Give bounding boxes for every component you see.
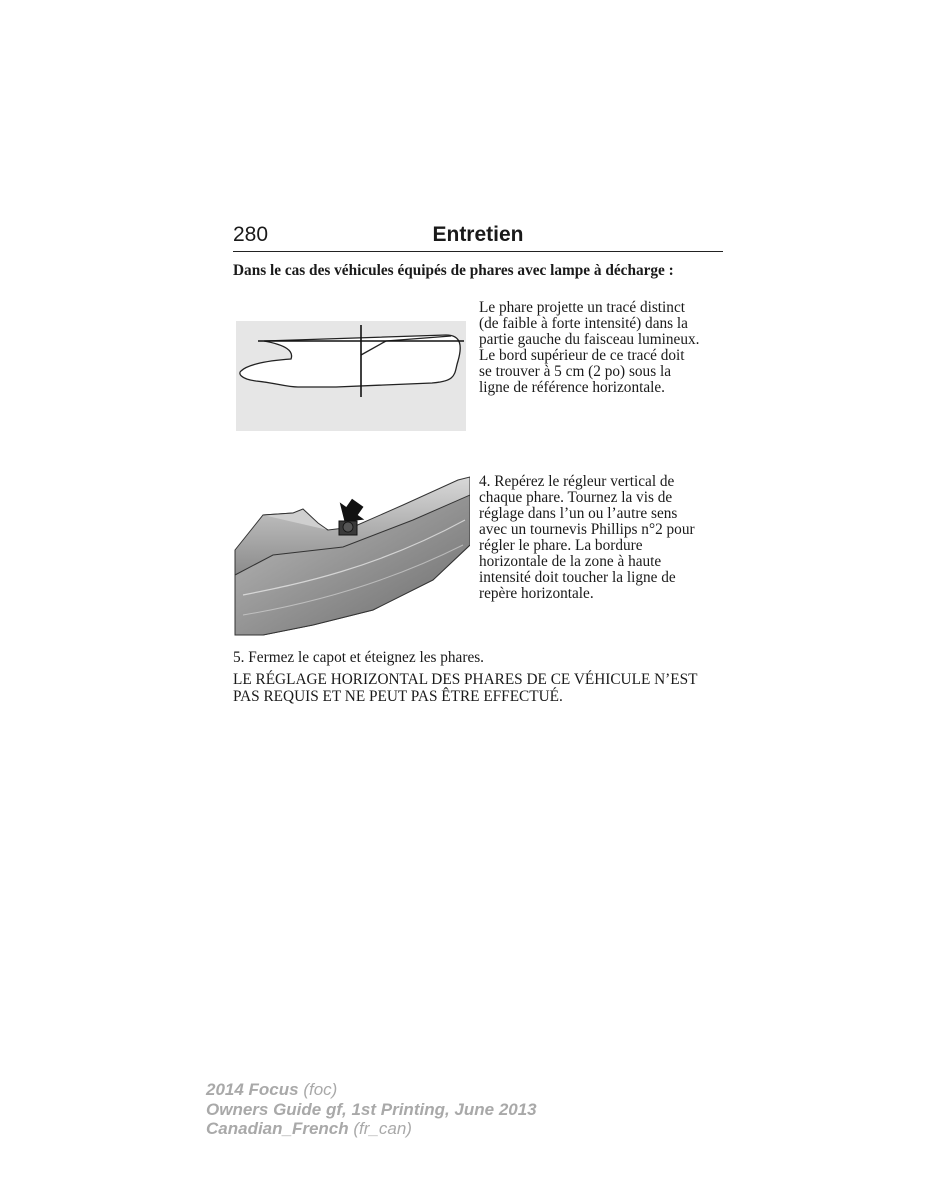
footer-model: 2014 Focus [206,1080,299,1099]
step-5: 5. Fermez le capot et éteignez les phares. [233,649,485,666]
footer-model-code: (foc) [298,1080,338,1099]
text-line: partie gauche du faisceau lumineux. [479,331,700,348]
adjuster-screw-head [343,522,353,532]
section-heading: Dans le cas des véhicules équipés de phares avec lampe à décharge : [233,262,674,279]
section-title: Entretien [432,223,524,246]
text-line: 4. Repérez le régleur vertical de [479,473,675,490]
page-footer [206,1080,537,1139]
footer-language-code: (fr_can) [348,1119,412,1138]
text-line: ligne de référence horizontale. [479,379,666,396]
text-line: repère horizontale. [479,585,594,602]
text-line: avec un tournevis Phillips n°2 pour [479,521,695,538]
notice [233,672,723,705]
text-line: horizontale de la zone à haute [479,553,662,570]
text-line: Le phare projette un tracé distinct [479,299,685,316]
page-header [233,222,723,252]
text-line: chaque phare. Tournez la vis de [479,489,673,506]
text-line: Le bord supérieur de ce tracé doit [479,347,685,364]
text-line: se trouver à 5 cm (2 po) sous la [479,363,672,380]
beam-outline [240,335,460,387]
footer-line-3 [206,1119,537,1139]
footer-language: Canadian_French [206,1119,349,1138]
beam-pattern-figure [236,321,466,431]
text-line: LE RÉGLAGE HORIZONTAL DES PHARES DE CE VÉHICULE N’EST [233,671,698,688]
footer-line-2: Owners Guide gf, 1st Printing, June 2013 [206,1099,537,1119]
text-line: (de faible à forte intensité) dans la [479,315,688,332]
step-4 [479,474,729,602]
text-line: régler le phare. La bordure [479,537,643,554]
text-line: intensité doit toucher la ligne de [479,569,676,586]
page-number: 280 [233,223,269,246]
beam-description [479,300,729,396]
headlamp-adjuster-figure [233,475,470,638]
text-line: réglage dans l’un ou l’autre sens [479,505,678,522]
text-line: PAS REQUIS ET NE PEUT PAS ÊTRE EFFECTUÉ. [233,687,563,705]
footer-line-1 [206,1080,537,1100]
